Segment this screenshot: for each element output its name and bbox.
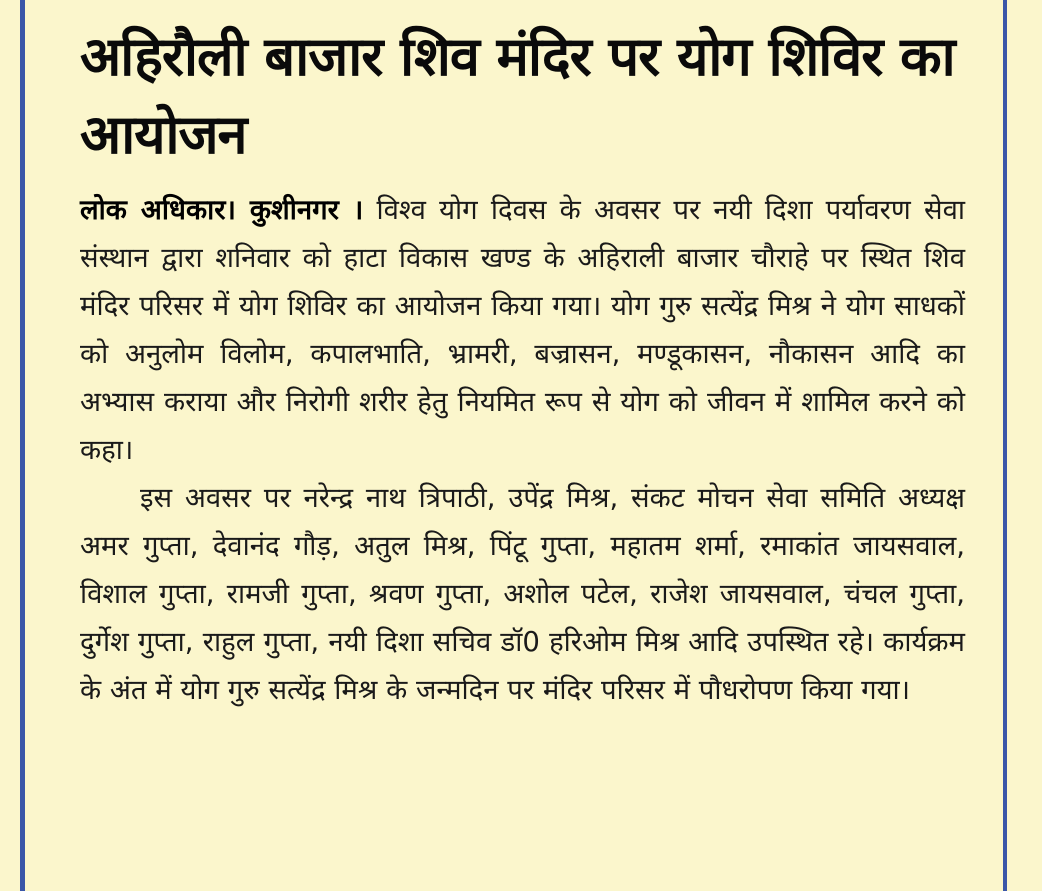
column-rule-left xyxy=(20,0,25,891)
article-body xyxy=(80,186,965,714)
news-article xyxy=(80,18,965,714)
paragraph-1-text: विश्व योग दिवस के अवसर पर नयी दिशा पर्यावरण सेवा संस्थान द्वारा शनिवार को हाटा विकास खण्ड के अहिराली बाजार चौराहे पर स्थित शिव मंदिर परिसर में योग शिविर का आयोजन किया गया। योग गुरु सत्येंद्र मिश्र ने योग साधकों को अनुलोम विलोम, कपालभाति, भ्रामरी, बज्रासन, मण्डूकासन, नौकासन आदि का अभ्यास कराया और निरोगी शरीर हेतु नियमित रूप से योग को जीवन में शामिल करने को कहा। xyxy=(80,194,965,466)
article-headline: अहिरौली बाजार शिव मंदिर पर योग शिविर का आयोजन xyxy=(80,25,955,166)
dateline: लोक अधिकार। कुशीनगर । xyxy=(80,194,364,226)
article-paragraph xyxy=(80,186,965,474)
column-rule-right xyxy=(1003,0,1007,891)
article-paragraph: इस अवसर पर नरेन्द्र नाथ त्रिपाठी, उपेंद्र मिश्र, संकट मोचन सेवा समिति अध्यक्ष अमर गुप्ता, देवानंद गौड़, अतुल मिश्र, पिंटू गुप्ता, महातम शर्मा, रमाकांत जायसवाल, विशाल गुप्ता, रामजी गुप्ता, श्रवण गुप्ता, अशोल पटेल, राजेश जायसवाल, चंचल गुप्ता, दुर्गेश गुप्ता, राहुल गुप्ता, नयी दिशा सचिव डॉ0 हरिओम मिश्र आदि उपस्थित रहे। कार्यक्रम के अंत में योग गुरु सत्येंद्र मिश्र के जन्मदिन पर मंदिर परिसर में पौधरोपण किया गया। xyxy=(80,482,965,706)
